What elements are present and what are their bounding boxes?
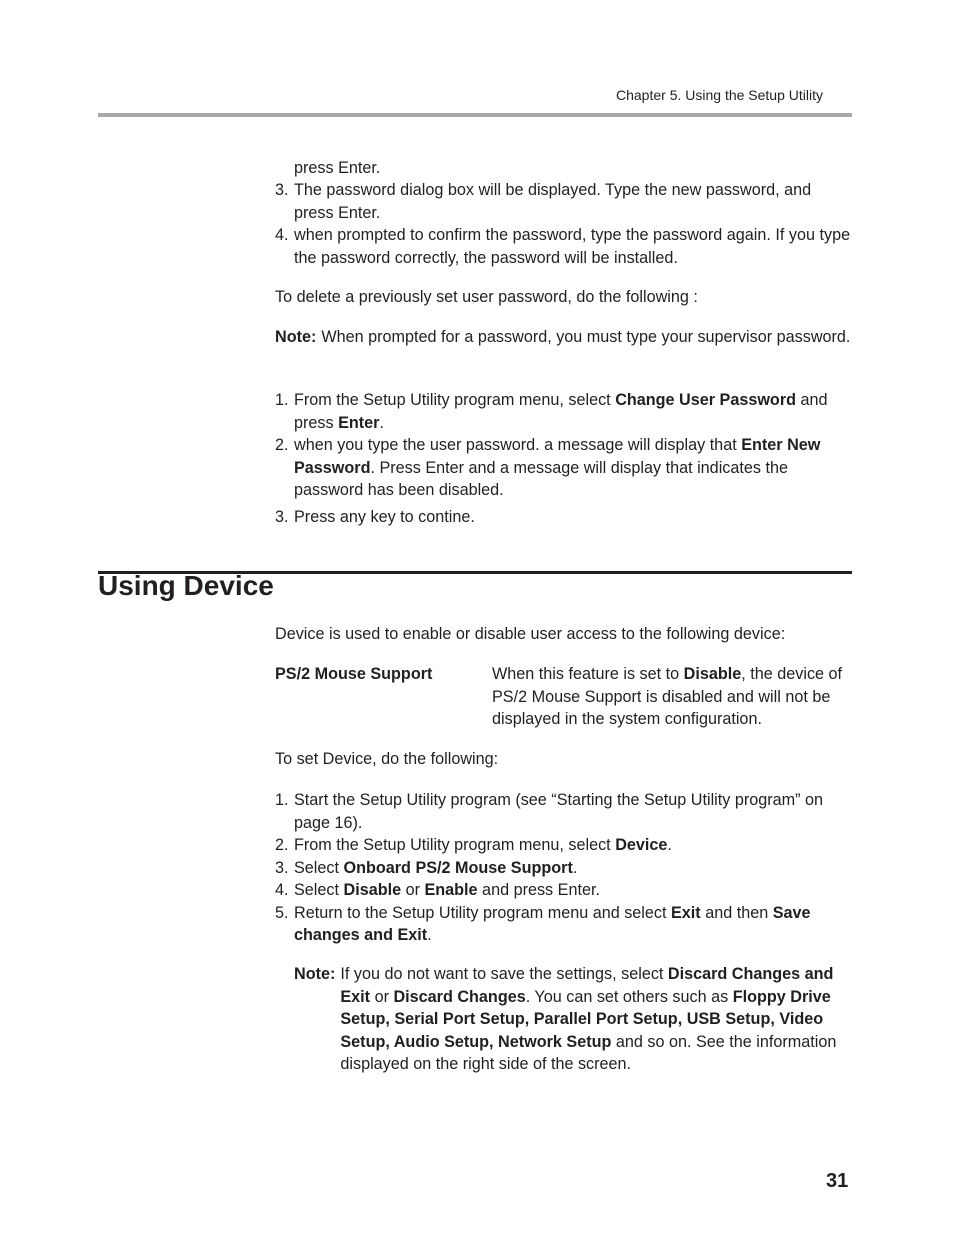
list-item-text: and press Enter. [477,881,600,899]
list-item-number: 3. [275,181,289,199]
menu-term: Exit [671,903,701,922]
menu-term: Save changes and Exit [294,903,811,944]
definition-description [492,663,854,731]
list-item [275,902,855,947]
list-item-number: 4. [275,881,289,899]
note-text [340,963,839,1076]
note-text-run: . You can set others such as [525,987,733,1006]
note-text-run: and so on. See the information displayed on the right side of the screen. [340,1032,837,1073]
list-item-number: 3. [275,858,289,877]
definition-term: PS/2 Mouse Support [275,665,433,683]
password-steps-list [275,179,855,269]
list-item-number: 3. [275,507,289,526]
list-item-text: . [667,836,672,854]
list-item-text: and then [700,903,773,922]
device-intro: Device is used to enable or disable user access to the following device: [275,625,786,643]
option-term: Disable [343,881,402,899]
menu-term: Change User Password [615,391,797,409]
note-label: Note: [294,965,336,983]
header-rule [98,113,852,117]
list-item-text: . Press Enter and a message will display that indicates the password has been disabled. [294,458,788,499]
running-head: Chapter 5. Using the Setup Utility [616,87,823,103]
option-term: Disable [683,665,742,683]
list-item-text: . [379,413,384,432]
delete-steps-list [275,389,855,528]
list-item-text: . [572,858,578,877]
continued-text: press Enter. [294,159,381,177]
list-item-text: From the Setup Utility program menu, select [294,391,616,409]
delete-intro: To delete a previously set user password, do the following : [275,288,698,306]
device-set-intro: To set Device, do the following: [275,750,499,768]
list-item-number: 2. [275,436,289,454]
menu-term: Enter New Password [294,436,821,477]
device-steps-list [275,789,855,947]
menu-term: Onboard PS/2 Mouse Support [343,858,573,877]
list-item [275,506,855,529]
list-item [275,857,855,880]
list-item [275,834,855,857]
menu-term: Discard Changes [393,987,526,1006]
menu-term: Floppy Drive Setup, Serial Port Setup, Parallel Port Setup, USB Setup, Video Setup, Audio Setup, Network Setup [340,987,831,1051]
list-item [275,879,855,902]
list-item [275,179,855,224]
list-item [275,434,855,502]
list-item-number: 1. [275,391,289,409]
note-label: Note: [275,328,317,346]
list-item-text: when prompted to confirm the password, type the password again. If you type the password correctly, the password will be installed. [294,226,851,267]
note-text-run: or [370,987,394,1006]
note-text: When prompted for a password, you must type your supervisor password. [321,328,851,346]
list-item-number: 4. [275,226,289,244]
list-item-text: Select [294,881,344,899]
list-item-text: Select [294,858,344,877]
list-item-text: when you type the user password. a message will display that [294,436,742,454]
option-term: Enable [424,881,478,899]
list-item-text: Press any key to contine. [294,507,475,526]
note-save-settings [294,963,839,1076]
list-item-number: 5. [275,903,289,922]
note-text-run: If you do not want to save the settings, select [340,965,668,983]
list-item-text: and press [294,391,828,432]
menu-term: Device [615,836,668,854]
list-item-text: . [427,926,432,944]
note-supervisor [275,326,855,349]
list-item-text: The password dialog box will be displayed. Type the new password, and press Enter. [294,181,812,222]
list-item [275,789,855,834]
key-term: Enter [338,413,380,432]
list-item-text: Start the Setup Utility program (see “Starting the Setup Utility program” on page 16). [294,791,824,832]
list-item-text: From the Setup Utility program menu, select [294,836,616,854]
page-number: 31 [826,1170,849,1192]
list-item-number: 2. [275,836,289,854]
definition-text: When this feature is set to [492,665,684,683]
list-item [275,224,855,269]
menu-term: Discard Changes and Exit [340,965,834,1006]
section-title: Using Device [98,570,274,601]
list-item [275,389,855,434]
list-item-text: Return to the Setup Utility program menu and select [294,903,671,922]
list-item-number: 1. [275,791,289,809]
list-item-text: or [401,881,425,899]
definition-text: , the device of PS/2 Mouse Support is disabled and will not be displayed in the system configuration. [492,665,843,728]
